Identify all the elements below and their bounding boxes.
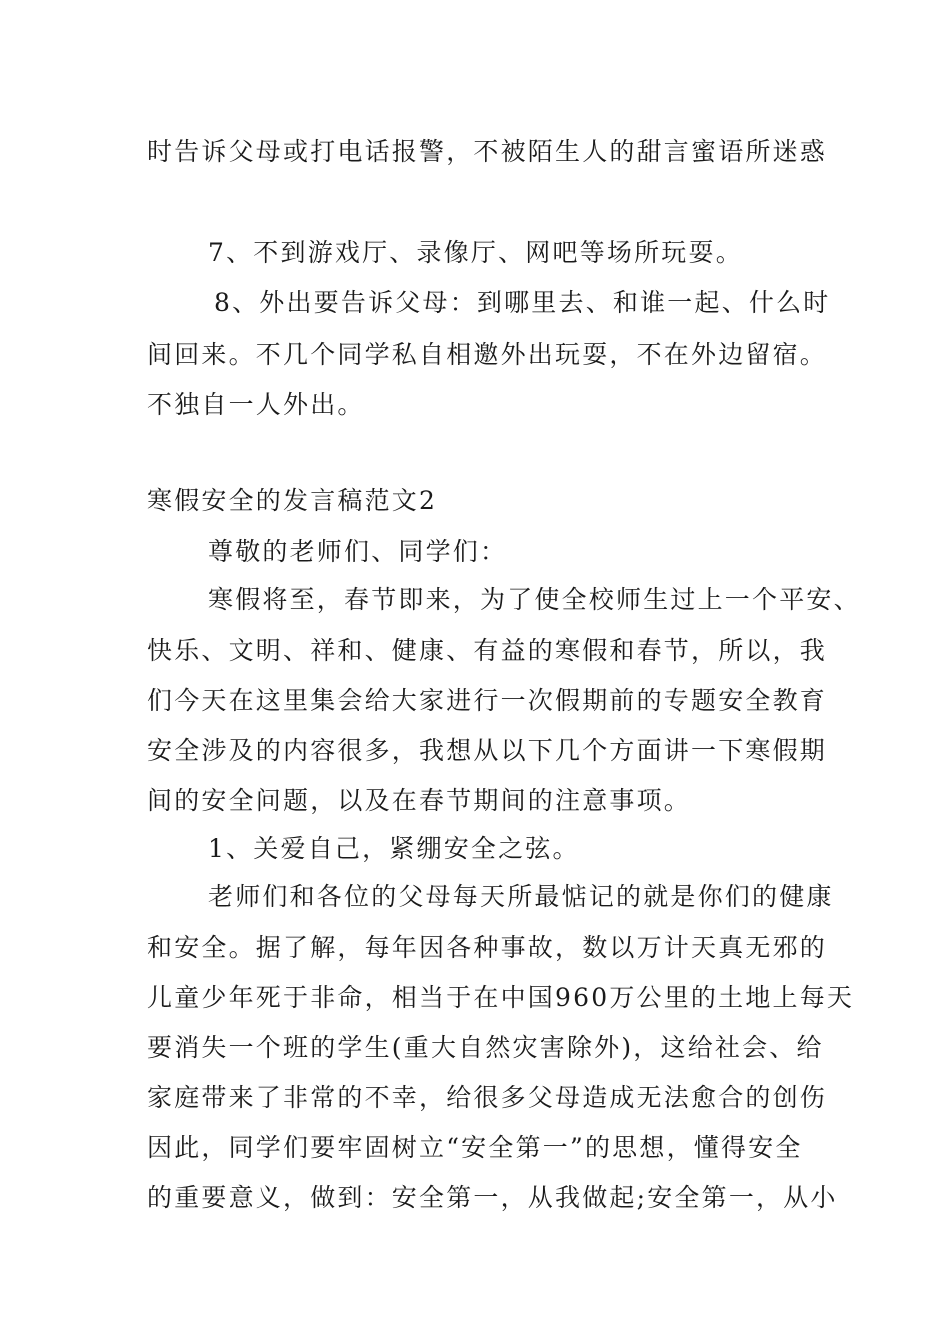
text-line: 老师们和各位的父母每天所最惦记的就是你们的健康 [208, 882, 834, 911]
text-line: 因此，同学们要牢固树立“安全第一”的思想，懂得安全 [147, 1133, 803, 1162]
text-line: 8、外出要告诉父母：到哪里去、和谁一起、什么时 [214, 288, 831, 317]
text-line: 的重要意义，做到：安全第一，从我做起;安全第一，从小 [147, 1183, 838, 1212]
text-line: 安全涉及的内容很多，我想从以下几个方面讲一下寒假期 [147, 736, 828, 765]
text-line: 间的安全问题，以及在春节期间的注意事项。 [147, 786, 692, 815]
text-line: 家庭带来了非常的不幸，给很多父母造成无法愈合的创伤 [147, 1083, 828, 1112]
text-line: 和安全。据了解，每年因各种事故，数以万计天真无邪的 [147, 933, 828, 962]
text-line: 快乐、文明、祥和、健康、有益的寒假和春节，所以，我 [147, 636, 828, 665]
list-item: 1、关爱自己，紧绷安全之弦。 [208, 834, 580, 863]
text-line: 7、不到游戏厅、录像厅、网吧等场所玩耍。 [208, 238, 743, 267]
text-line: 们今天在这里集会给大家进行一次假期前的专题安全教育 [147, 686, 828, 715]
text-line: 要消失一个班的学生(重大自然灾害除外)，这给社会、给 [147, 1033, 824, 1062]
text-line: 时告诉父母或打电话报警，不被陌生人的甜言蜜语所迷惑 [147, 137, 828, 166]
text-line: 不独自一人外出。 [147, 390, 365, 419]
text-line: 儿童少年死于非命，相当于在中国960万公里的土地上每天 [147, 983, 855, 1012]
text-line: 寒假将至，春节即来，为了使全校师生过上一个平安、 [208, 585, 861, 614]
text-line: 间回来。不几个同学私自相邀外出玩耍，不在外边留宿。 [147, 340, 828, 369]
section-heading: 寒假安全的发言稿范文2 [147, 486, 438, 515]
text-line: 尊敬的老师们、同学们： [208, 537, 508, 566]
